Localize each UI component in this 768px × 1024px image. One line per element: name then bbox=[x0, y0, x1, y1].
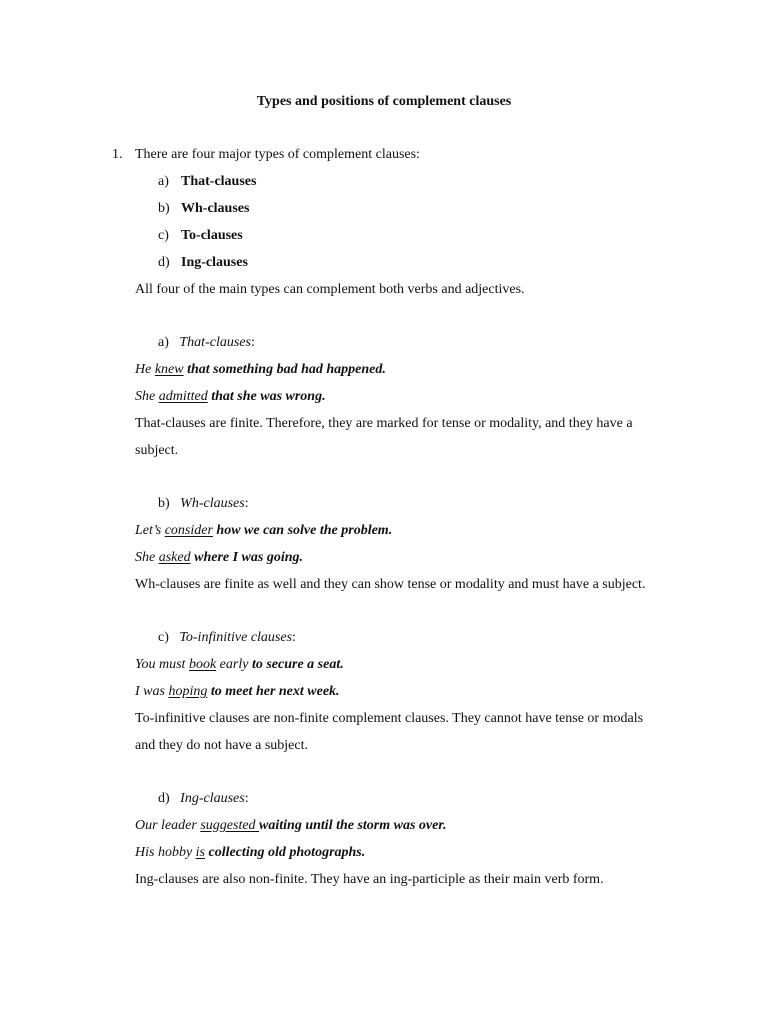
example-sentence bbox=[135, 361, 386, 379]
example-pre: Our leader bbox=[135, 818, 201, 833]
section-colon: : bbox=[250, 335, 255, 350]
section-note: That-clauses are finite. Therefore, they are marked for tense or modality, and they have a bbox=[135, 416, 633, 431]
example-pre: She bbox=[135, 550, 159, 565]
type-letter: c) bbox=[158, 228, 169, 243]
example-clause: that something bad had happened. bbox=[187, 362, 386, 377]
type-letter: d) bbox=[158, 255, 170, 270]
example-verb: is bbox=[195, 845, 206, 860]
page-title: Types and positions of complement clauses bbox=[256, 94, 512, 109]
example-verb: admitted bbox=[158, 389, 208, 404]
example-pre: You must bbox=[135, 657, 189, 672]
example-sentence bbox=[135, 817, 447, 835]
example-verb: suggested bbox=[200, 818, 260, 833]
example-clause: collecting old photographs. bbox=[208, 845, 366, 860]
type-label: Ing-clauses bbox=[181, 255, 248, 270]
example-sentence bbox=[135, 656, 344, 674]
example-pre: I was bbox=[135, 684, 169, 699]
example-pre: She bbox=[135, 389, 159, 404]
section-colon: : bbox=[292, 630, 296, 645]
section-title: Wh-clauses bbox=[180, 496, 245, 511]
example-verb: hoping bbox=[168, 684, 208, 699]
example-sentence bbox=[135, 522, 392, 540]
list-number: 1. bbox=[112, 147, 123, 162]
section-heading bbox=[158, 495, 249, 513]
example-clause: waiting until the storm was over. bbox=[259, 818, 447, 833]
example-sentence bbox=[135, 844, 365, 862]
section-colon: : bbox=[244, 496, 249, 511]
summary-text: All four of the main types can complement both verbs and adjectives. bbox=[135, 282, 525, 297]
example-sentence bbox=[135, 549, 303, 567]
example-sentence bbox=[135, 388, 326, 406]
section-title: To-infinitive clauses bbox=[179, 630, 293, 645]
section-letter: c) bbox=[158, 630, 169, 645]
type-label: To-clauses bbox=[181, 228, 243, 243]
section-title: Ing-clauses bbox=[180, 791, 245, 806]
section-title: That-clauses bbox=[179, 335, 251, 350]
example-verb: book bbox=[188, 657, 217, 672]
example-clause: that she was wrong. bbox=[211, 389, 326, 404]
intro-text: There are four major types of complement clauses: bbox=[135, 147, 420, 162]
example-sentence bbox=[135, 683, 340, 701]
section-letter: a) bbox=[158, 335, 169, 350]
section-letter: b) bbox=[158, 496, 170, 511]
section-note: Wh-clauses are finite as well and they can show tense or modality and must have a subject. bbox=[135, 577, 646, 592]
example-pre: He bbox=[135, 362, 155, 377]
section-letter: d) bbox=[158, 791, 170, 806]
type-label: That-clauses bbox=[181, 174, 257, 189]
section-note: and they do not have a subject. bbox=[135, 738, 309, 753]
section-colon: : bbox=[244, 791, 249, 806]
example-mid: early bbox=[216, 657, 252, 672]
example-verb: asked bbox=[158, 550, 191, 565]
example-verb: knew bbox=[154, 362, 184, 377]
example-clause: to meet her next week. bbox=[210, 684, 340, 699]
section-heading bbox=[158, 334, 255, 352]
example-pre: Let’s bbox=[135, 523, 165, 538]
example-clause: to secure a seat. bbox=[251, 657, 344, 672]
section-note: Ing-clauses are also non-finite. They have an ing-participle as their main verb form. bbox=[135, 872, 604, 887]
example-clause: how we can solve the problem. bbox=[216, 523, 393, 538]
example-clause: where I was going. bbox=[194, 550, 304, 565]
example-pre: His hobby bbox=[135, 845, 196, 860]
section-note: subject. bbox=[135, 443, 179, 458]
type-letter: a) bbox=[158, 174, 169, 189]
example-verb: consider bbox=[164, 523, 213, 538]
section-heading bbox=[158, 790, 249, 808]
type-letter: b) bbox=[158, 201, 170, 216]
section-note: To-infinitive clauses are non-finite complement clauses. They cannot have tense or modals bbox=[135, 711, 644, 726]
section-heading bbox=[158, 629, 296, 647]
type-label: Wh-clauses bbox=[181, 201, 250, 216]
